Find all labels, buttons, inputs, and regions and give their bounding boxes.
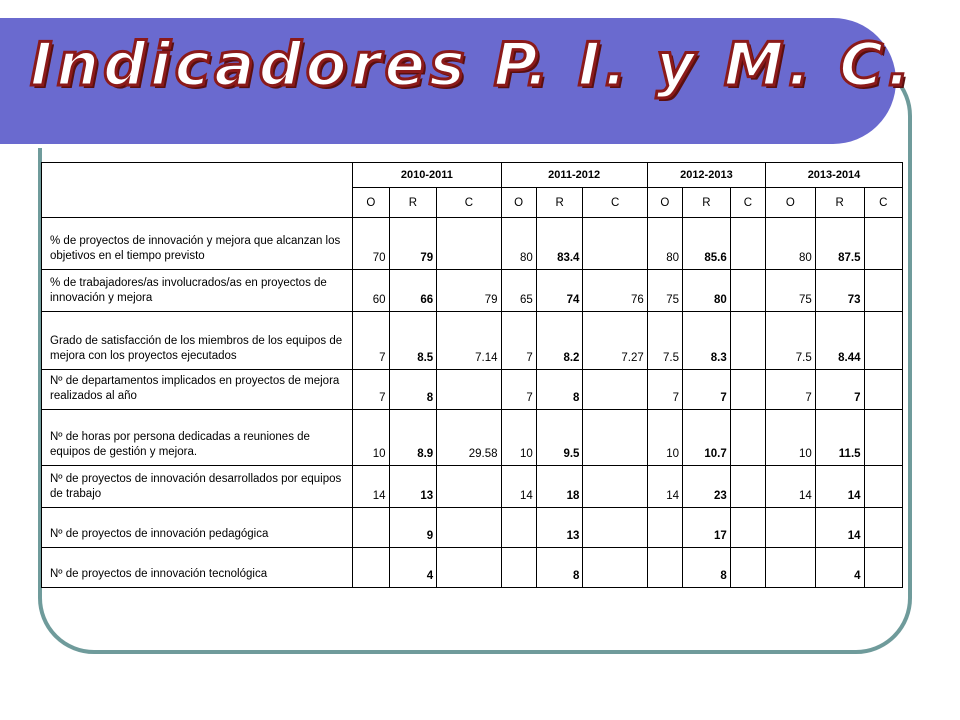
value-cell-r: 9: [389, 508, 437, 548]
sub-header-o: O: [501, 188, 536, 218]
indicator-label: Nº de departamentos implicados en proyectos de mejora realizados al año: [42, 370, 353, 410]
table-row: [42, 312, 903, 370]
value-cell-c: [437, 508, 501, 548]
value-cell-o: 7: [501, 370, 536, 410]
sub-header-c: C: [864, 188, 902, 218]
value-cell-r: 4: [815, 548, 864, 588]
value-cell-o: 80: [501, 218, 536, 270]
value-cell-c: [730, 370, 765, 410]
indicators-table: [41, 162, 903, 588]
value-cell-o: 65: [501, 270, 536, 312]
sub-header-r: R: [683, 188, 731, 218]
value-cell-c: 7.27: [583, 312, 647, 370]
value-cell-r: 4: [389, 548, 437, 588]
value-cell-r: 87.5: [815, 218, 864, 270]
indicator-label: Nº de horas por persona dedicadas a reuniones de equipos de gestión y mejora.: [42, 410, 353, 466]
value-cell-r: 73: [815, 270, 864, 312]
value-cell-o: 14: [353, 466, 389, 508]
value-cell-r: 14: [815, 466, 864, 508]
value-cell-o: 70: [353, 218, 389, 270]
value-cell-o: 10: [647, 410, 682, 466]
sub-header-r: R: [536, 188, 583, 218]
value-cell-c: [864, 548, 902, 588]
indicator-label: % de proyectos de innovación y mejora que alcanzan los objetivos en el tiempo previsto: [42, 218, 353, 270]
value-cell-c: [730, 466, 765, 508]
value-cell-c: [437, 370, 501, 410]
value-cell-o: 7: [501, 312, 536, 370]
value-cell-o: 14: [766, 466, 816, 508]
table-row: [42, 508, 903, 548]
corner-cell: [42, 163, 353, 218]
value-cell-r: 13: [389, 466, 437, 508]
table-row: [42, 548, 903, 588]
indicator-label: Nº de proyectos de innovación pedagógica: [42, 508, 353, 548]
sub-header-c: C: [730, 188, 765, 218]
value-cell-r: 8.2: [536, 312, 583, 370]
value-cell-o: 60: [353, 270, 389, 312]
table-row: [42, 218, 903, 270]
value-cell-c: [864, 370, 902, 410]
sub-header-o: O: [647, 188, 682, 218]
value-cell-c: [864, 508, 902, 548]
value-cell-c: [437, 218, 501, 270]
table-row: [42, 370, 903, 410]
value-cell-o: 10: [501, 410, 536, 466]
value-cell-o: [647, 508, 682, 548]
value-cell-c: [864, 466, 902, 508]
slide-title: Indicadores P. I. y M. C.: [30, 30, 915, 100]
value-cell-r: 7: [815, 370, 864, 410]
value-cell-r: 23: [683, 466, 731, 508]
value-cell-r: 66: [389, 270, 437, 312]
value-cell-r: 80: [683, 270, 731, 312]
value-cell-c: [437, 548, 501, 588]
value-cell-o: [353, 548, 389, 588]
value-cell-r: 8: [536, 370, 583, 410]
value-cell-c: 7.14: [437, 312, 501, 370]
table-row: [42, 410, 903, 466]
value-cell-c: [864, 218, 902, 270]
value-cell-c: [730, 410, 765, 466]
value-cell-c: [583, 410, 647, 466]
value-cell-c: [583, 218, 647, 270]
year-header: 2011-2012: [501, 163, 647, 188]
value-cell-r: 8.44: [815, 312, 864, 370]
value-cell-c: [864, 270, 902, 312]
value-cell-c: [583, 370, 647, 410]
value-cell-r: 9.5: [536, 410, 583, 466]
value-cell-c: 79: [437, 270, 501, 312]
value-cell-o: 7.5: [647, 312, 682, 370]
table-row: [42, 466, 903, 508]
year-header: 2012-2013: [647, 163, 765, 188]
value-cell-c: [730, 548, 765, 588]
value-cell-r: 8.5: [389, 312, 437, 370]
value-cell-c: [864, 410, 902, 466]
year-header: 2010-2011: [353, 163, 501, 188]
value-cell-c: [730, 508, 765, 548]
sub-header-c: C: [583, 188, 647, 218]
value-cell-c: [730, 312, 765, 370]
value-cell-r: 79: [389, 218, 437, 270]
value-cell-r: 8: [536, 548, 583, 588]
value-cell-c: [583, 548, 647, 588]
value-cell-r: 85.6: [683, 218, 731, 270]
value-cell-o: 7: [353, 370, 389, 410]
value-cell-o: [501, 508, 536, 548]
value-cell-r: 17: [683, 508, 731, 548]
value-cell-o: 7.5: [766, 312, 816, 370]
indicator-label: % de trabajadores/as involucrados/as en proyectos de innovación y mejora: [42, 270, 353, 312]
sub-header-r: R: [389, 188, 437, 218]
value-cell-o: 75: [647, 270, 682, 312]
value-cell-o: 75: [766, 270, 816, 312]
value-cell-o: 80: [647, 218, 682, 270]
value-cell-o: [647, 548, 682, 588]
sub-header-o: O: [766, 188, 816, 218]
year-header: 2013-2014: [766, 163, 903, 188]
value-cell-r: 8.9: [389, 410, 437, 466]
value-cell-o: [501, 548, 536, 588]
indicator-label: Nº de proyectos de innovación tecnológica: [42, 548, 353, 588]
value-cell-o: [353, 508, 389, 548]
value-cell-c: [864, 312, 902, 370]
value-cell-o: 10: [353, 410, 389, 466]
table-row: [42, 270, 903, 312]
value-cell-r: 10.7: [683, 410, 731, 466]
value-cell-c: 29.58: [437, 410, 501, 466]
value-cell-c: [583, 466, 647, 508]
value-cell-c: [583, 508, 647, 548]
value-cell-o: 80: [766, 218, 816, 270]
year-header-row: [42, 163, 903, 188]
value-cell-o: 7: [766, 370, 816, 410]
value-cell-c: [730, 218, 765, 270]
title-underline: [0, 144, 848, 148]
value-cell-c: 76: [583, 270, 647, 312]
value-cell-r: 8: [683, 548, 731, 588]
value-cell-r: 8: [389, 370, 437, 410]
value-cell-r: 18: [536, 466, 583, 508]
value-cell-r: 11.5: [815, 410, 864, 466]
value-cell-o: [766, 548, 816, 588]
value-cell-r: 7: [683, 370, 731, 410]
value-cell-o: 10: [766, 410, 816, 466]
sub-header-o: O: [353, 188, 389, 218]
indicator-label: Grado de satisfacción de los miembros de los equipos de mejora con los proyectos ejecutados: [42, 312, 353, 370]
value-cell-r: 8.3: [683, 312, 731, 370]
value-cell-r: 14: [815, 508, 864, 548]
value-cell-o: 14: [501, 466, 536, 508]
sub-header-r: R: [815, 188, 864, 218]
value-cell-o: 7: [353, 312, 389, 370]
value-cell-c: [730, 270, 765, 312]
value-cell-r: 74: [536, 270, 583, 312]
value-cell-c: [437, 466, 501, 508]
value-cell-o: [766, 508, 816, 548]
value-cell-o: 14: [647, 466, 682, 508]
value-cell-r: 83.4: [536, 218, 583, 270]
indicator-label: Nº de proyectos de innovación desarrollados por equipos de trabajo: [42, 466, 353, 508]
value-cell-o: 7: [647, 370, 682, 410]
value-cell-r: 13: [536, 508, 583, 548]
sub-header-c: C: [437, 188, 501, 218]
